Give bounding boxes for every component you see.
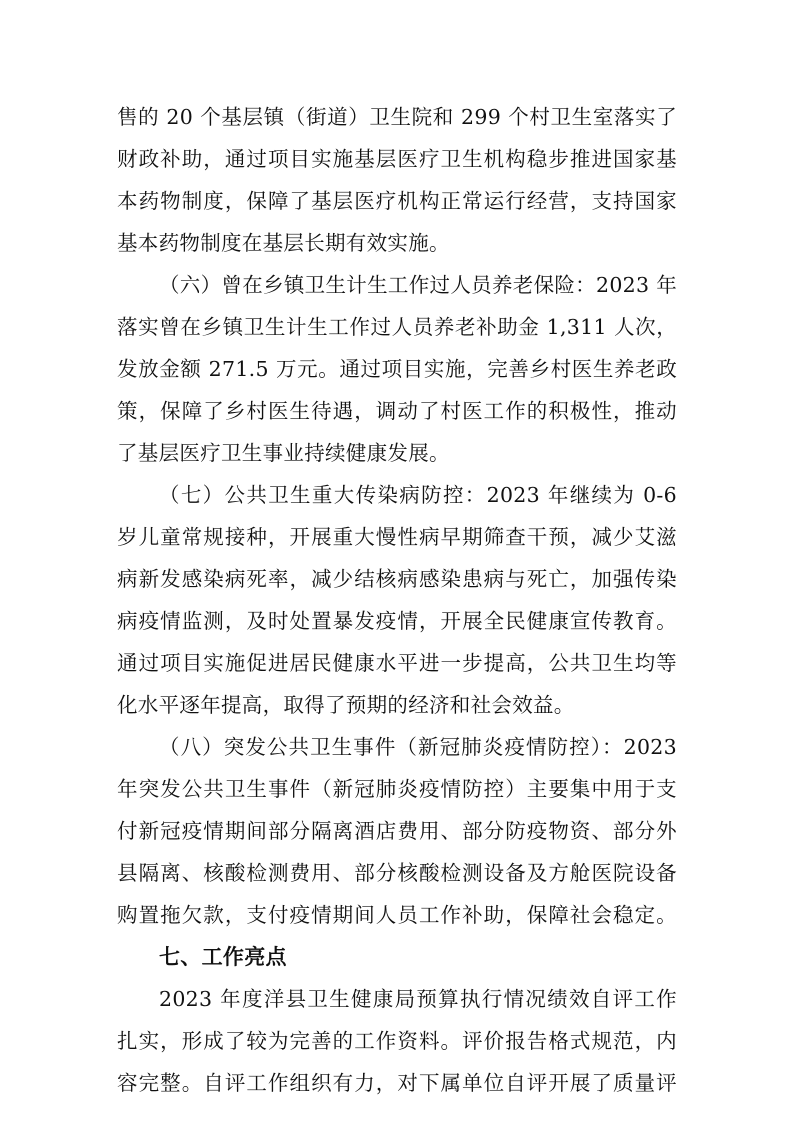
text-line: 付新冠疫情期间部分隔离酒店费用、部分防疫物资、部分外	[117, 819, 677, 843]
text-line: 病疫情监测，及时处置暴发疫情，开展全民健康宣传教育。	[117, 609, 677, 633]
text-line: 岁儿童常规接种，开展重大慢性病早期筛查干预，减少艾滋	[117, 525, 677, 549]
text-line: 通过项目实施促进居民健康水平进一步提高，公共卫生均等	[117, 651, 677, 675]
text-line: 化水平逐年提高，取得了预期的经济和社会效益。	[117, 693, 575, 717]
text-line: 策，保障了乡村医生待遇，调动了村医工作的积极性，推动	[117, 399, 677, 423]
text-line: （八）突发公共卫生事件（新冠肺炎疫情防控）：2023	[159, 735, 677, 759]
text-line: 本药物制度，保障了基层医疗机构正常运行经营，支持国家	[117, 189, 677, 213]
text-line: 落实曾在乡镇卫生计生工作过人员养老补助金 1,311 人次，	[117, 315, 677, 339]
text-line: （六）曾在乡镇卫生计生工作过人员养老保险：2023 年	[159, 273, 677, 297]
text-line: 病新发感染病死率，减少结核病感染患病与死亡，加强传染	[117, 567, 677, 591]
text-line: 财政补助，通过项目实施基层医疗卫生机构稳步推进国家基	[117, 147, 677, 171]
text-line: 了基层医疗卫生事业持续健康发展。	[117, 441, 450, 465]
text-line: 2023 年度洋县卫生健康局预算执行情况绩效自评工作	[159, 987, 677, 1011]
text-line: 年突发公共卫生事件（新冠肺炎疫情防控）主要集中用于支	[117, 777, 677, 801]
text-line: 县隔离、核酸检测费用、部分核酸检测设备及方舱医院设备	[117, 861, 677, 885]
text-line: 扎实，形成了较为完善的工作资料。评价报告格式规范，内	[117, 1029, 677, 1053]
text-line: 购置拖欠款，支付疫情期间人员工作补助，保障社会稳定。	[117, 903, 677, 927]
text-line: 容完整。自评工作组织有力，对下属单位自评开展了质量评	[117, 1071, 677, 1095]
text-line: 发放金额 271.5 万元。通过项目实施，完善乡村医生养老政	[117, 357, 677, 381]
section-heading: 七、工作亮点	[159, 945, 287, 969]
text-line: 基本药物制度在基层长期有效实施。	[117, 231, 450, 255]
text-line: （七）公共卫生重大传染病防控：2023 年继续为 0-6	[159, 483, 677, 507]
text-line: 售的 20 个基层镇（街道）卫生院和 299 个村卫生室落实了	[117, 105, 677, 129]
